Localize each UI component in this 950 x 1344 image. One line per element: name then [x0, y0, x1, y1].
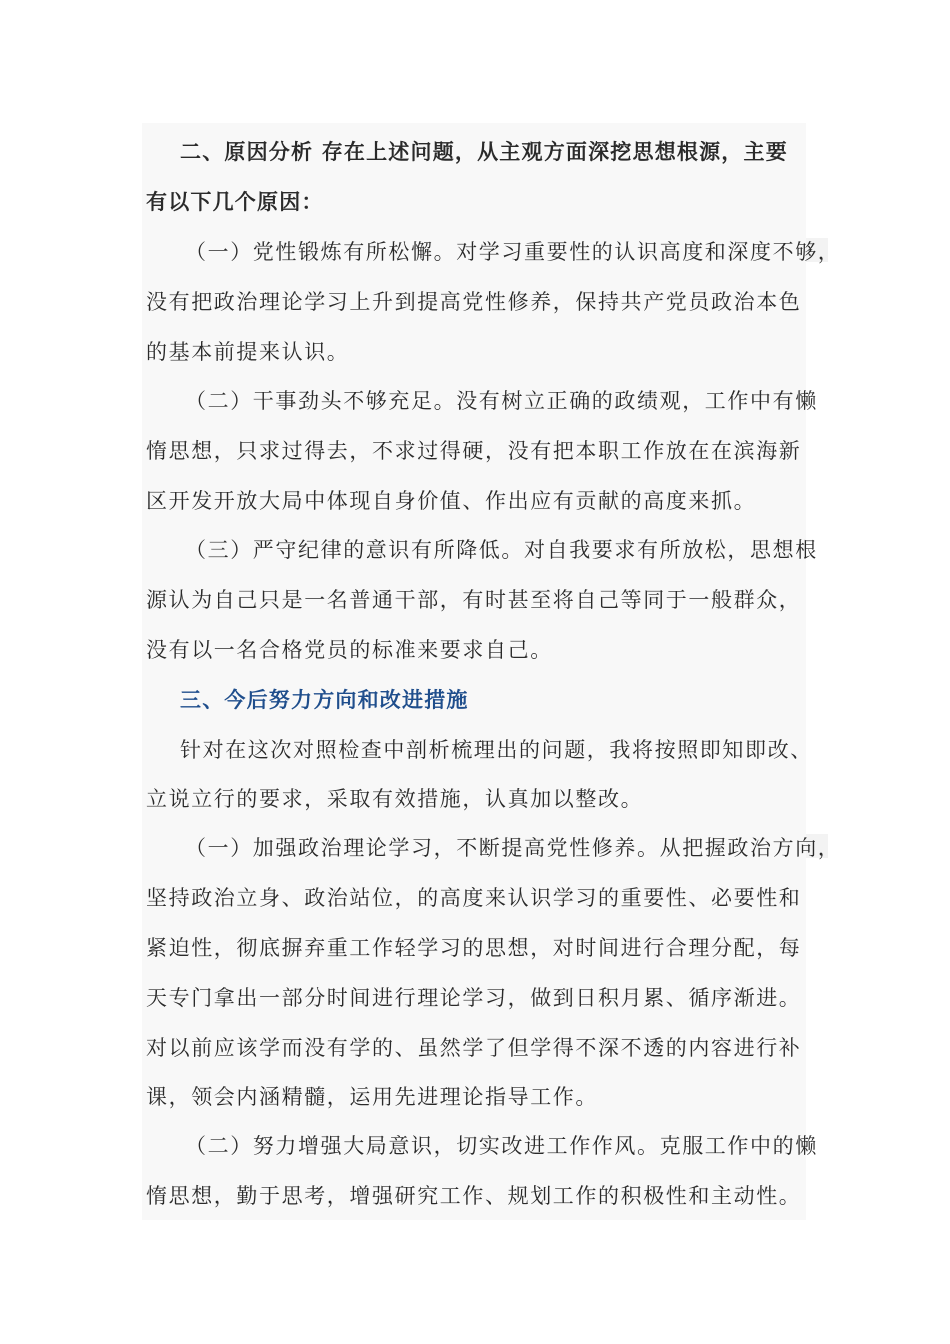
paragraph-line: 惰思想，只求过得去，不求过得硬，没有把本职工作放在在滨海新: [146, 439, 802, 463]
paragraph-line: 源认为自己只是一名普通干部，有时甚至将自己等同于一般群众，: [146, 588, 802, 612]
paragraph-line: （一）加强政治理论学习，不断提高党性修养。从把握政治方向，: [185, 836, 841, 860]
section-heading-reasons-cont: 有以下几个原因：: [146, 190, 324, 214]
section-heading-reasons: 二、原因分析 存在上述问题，从主观方面深挖思想根源，主要: [180, 140, 788, 164]
paragraph-line: 没有以一名合格党员的标准来要求自己。: [146, 638, 553, 662]
paragraph-line: （二）干事劲头不够充足。没有树立正确的政绩观，工作中有懒: [185, 389, 818, 413]
paragraph-line: 针对在这次对照检查中剖析梳理出的问题，我将按照即知即改、: [180, 738, 813, 762]
paragraph-line: 的基本前提来认识。: [146, 340, 350, 364]
paragraph-line: 紧迫性，彻底摒弃重工作轻学习的思想，对时间进行合理分配，每: [146, 936, 802, 960]
paragraph-line: 课，领会内涵精髓，运用先进理论指导工作。: [146, 1085, 598, 1109]
section-heading-measures: 三、今后努力方向和改进措施: [180, 688, 469, 712]
paragraph-line: 没有把政治理论学习上升到提高党性修养，保持共产党员政治本色: [146, 290, 802, 314]
paragraph-line: 区开发开放大局中体现自身价值、作出应有贡献的高度来抓。: [146, 489, 757, 513]
paragraph-line: （三）严守纪律的意识有所降低。对自我要求有所放松，思想根: [185, 538, 818, 562]
paragraph-line: 坚持政治立身、政治站位，的高度来认识学习的重要性、必要性和: [146, 886, 802, 910]
paragraph-line: 惰思想，勤于思考，增强研究工作、规划工作的积极性和主动性。: [146, 1184, 802, 1208]
paragraph-line: （二）努力增强大局意识，切实改进工作作风。克服工作中的懒: [185, 1134, 818, 1158]
paragraph-line: （一）党性锻炼有所松懈。对学习重要性的认识高度和深度不够，: [185, 240, 841, 264]
paragraph-line: 立说立行的要求，采取有效措施，认真加以整改。: [146, 787, 644, 811]
paragraph-line: 对以前应该学而没有学的、虽然学了但学得不深不透的内容进行补: [146, 1036, 802, 1060]
paragraph-line: 天专门拿出一部分时间进行理论学习，做到日积月累、循序渐进。: [146, 986, 802, 1010]
